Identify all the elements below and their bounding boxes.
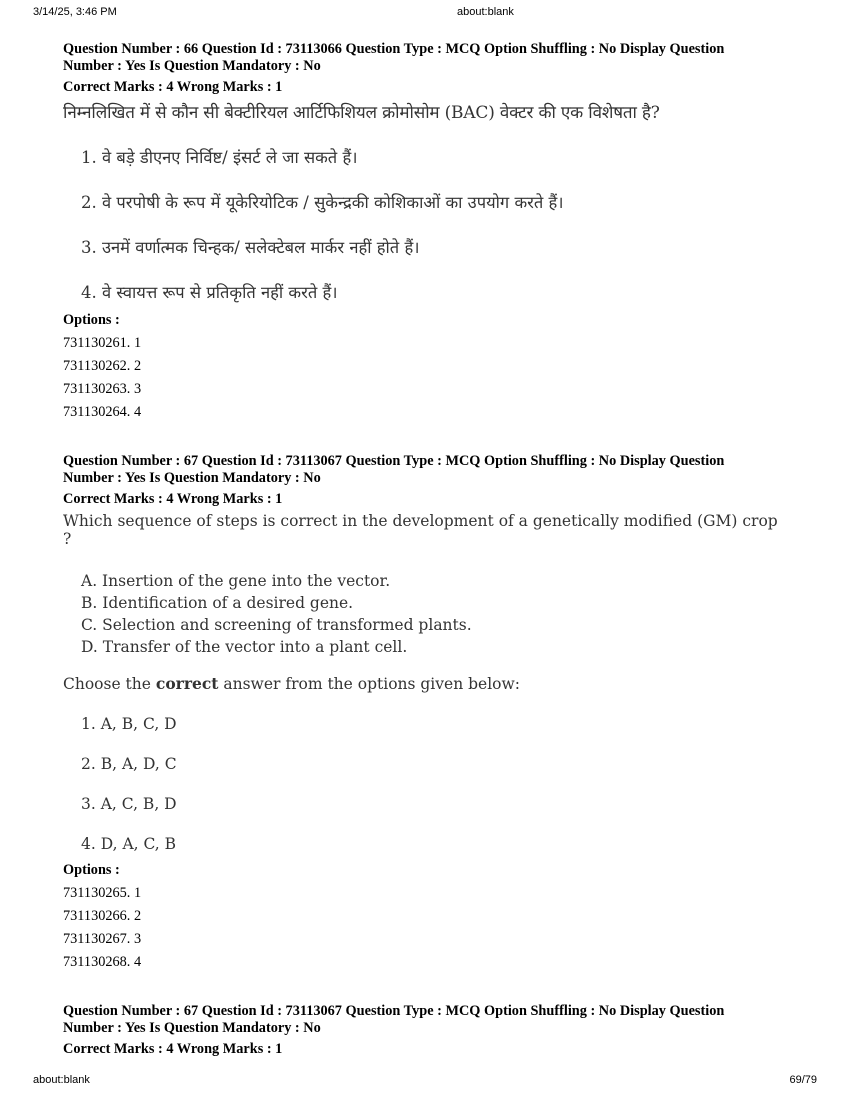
statement-d: D. Transfer of the vector into a plant cell. bbox=[81, 638, 408, 656]
option-id-2: 731130262. 2 bbox=[63, 358, 142, 374]
question-choice-2: 2. B, A, D, C bbox=[81, 755, 177, 773]
question-marks: Correct Marks : 4 Wrong Marks : 1 bbox=[63, 1041, 283, 1057]
instruction-bold: correct bbox=[155, 674, 219, 693]
question-67-repeat bbox=[63, 1003, 783, 1058]
question-stem: Which sequence of steps is correct in the development of a genetically modified (GM) crop ? bbox=[63, 512, 778, 548]
instruction-suffix: answer from the options given below: bbox=[218, 675, 520, 693]
question-choice-3: 3. उनमें वर्णात्मक चिन्हक/ सलेक्टेबल मार्कर नहीं होते हैं। bbox=[81, 238, 420, 257]
option-id-3: 731130263. 3 bbox=[63, 381, 142, 397]
option-id-3: 731130267. 3 bbox=[63, 931, 142, 947]
question-marks: Correct Marks : 4 Wrong Marks : 1 bbox=[63, 79, 283, 95]
option-id-4: 731130268. 4 bbox=[63, 954, 142, 970]
question-meta-line2: Number : Yes Is Question Mandatory : No bbox=[63, 470, 321, 486]
question-choice-4: 4. वे स्वायत्त रूप से प्रतिकृति नहीं करते हैं। bbox=[81, 283, 338, 302]
document-content bbox=[63, 41, 783, 1058]
question-meta-line2: Number : Yes Is Question Mandatory : No bbox=[63, 58, 321, 74]
print-header bbox=[33, 6, 817, 22]
statement-a: A. Insertion of the gene into the vector. bbox=[81, 572, 391, 590]
page-number: 69/79 bbox=[789, 1074, 817, 1086]
question-choice-1: 1. वे बड़े डीएनए निर्विष्ट/ इंसर्ट ले जा सकते हैं। bbox=[81, 148, 358, 167]
options-label: Options : bbox=[63, 862, 120, 878]
options-label: Options : bbox=[63, 312, 120, 328]
section-gap bbox=[63, 971, 783, 1003]
statement-list bbox=[81, 570, 783, 658]
print-footer bbox=[33, 1074, 817, 1088]
question-instruction bbox=[63, 674, 783, 693]
question-marks: Correct Marks : 4 Wrong Marks : 1 bbox=[63, 491, 283, 507]
instruction-prefix: Choose the bbox=[63, 675, 156, 693]
header-title: about:blank bbox=[457, 6, 514, 18]
option-id-2: 731130266. 2 bbox=[63, 908, 142, 924]
question-meta-line1: Question Number : 67 Question Id : 73113067 Question Type : MCQ Option Shuffling : No Display Question bbox=[63, 453, 725, 469]
question-choice-3: 3. A, C, B, D bbox=[81, 795, 177, 813]
statement-b: B. Identification of a desired gene. bbox=[81, 594, 354, 612]
question-stem: निम्नलिखित में से कौन सी बेक्टीरियल आर्टिफिशियल क्रोमोसोम (BAC) वेक्टर की एक विशेषता है? bbox=[63, 103, 660, 123]
question-choice-2: 2. वे परपोषी के रूप में यूकेरियोटिक / सुकेन्द्रकी कोशिकाओं का उपयोग करते हैं। bbox=[81, 193, 564, 212]
option-id-4: 731130264. 4 bbox=[63, 404, 142, 420]
question-67 bbox=[63, 453, 783, 971]
print-timestamp: 3/14/25, 3:46 PM bbox=[33, 6, 117, 18]
question-66 bbox=[63, 41, 783, 421]
question-meta-line1: Question Number : 67 Question Id : 73113067 Question Type : MCQ Option Shuffling : No Display Question bbox=[63, 1003, 725, 1019]
footer-url: about:blank bbox=[33, 1074, 90, 1086]
question-image bbox=[63, 512, 783, 853]
question-meta-line1: Question Number : 66 Question Id : 73113066 Question Type : MCQ Option Shuffling : No Display Question bbox=[63, 41, 725, 57]
question-image bbox=[63, 100, 783, 303]
question-meta-line2: Number : Yes Is Question Mandatory : No bbox=[63, 1020, 321, 1036]
section-gap bbox=[63, 421, 783, 453]
question-choice-1: 1. A, B, C, D bbox=[81, 715, 177, 733]
option-id-1: 731130265. 1 bbox=[63, 885, 142, 901]
option-id-1: 731130261. 1 bbox=[63, 335, 142, 351]
question-choice-4: 4. D, A, C, B bbox=[81, 835, 177, 853]
statement-c: C. Selection and screening of transformed plants. bbox=[81, 616, 472, 634]
